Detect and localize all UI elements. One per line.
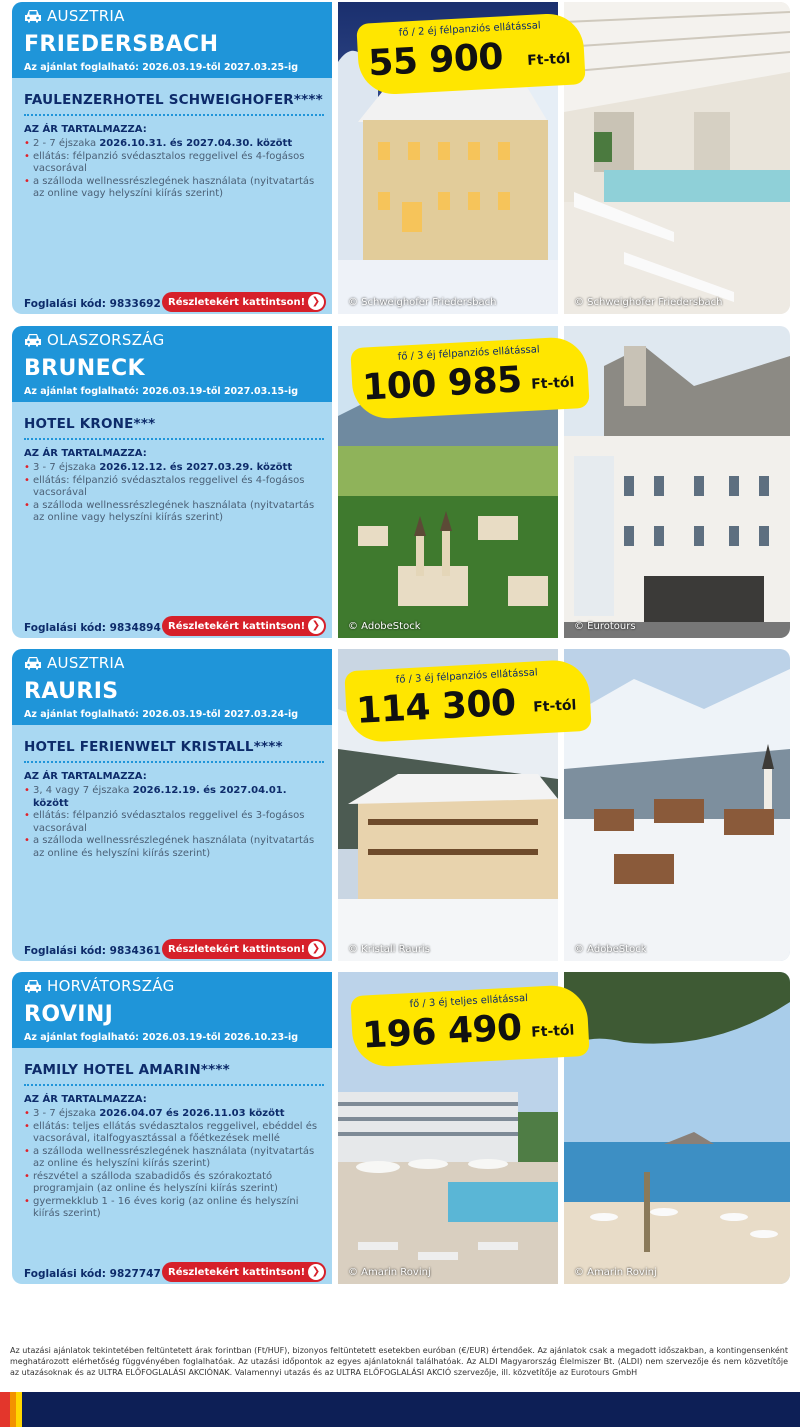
country-name: HORVÁTORSZÁG (47, 977, 175, 995)
price-label: fő / 3 éj teljes ellátással (409, 992, 529, 1011)
includes-heading: AZ ÁR TARTALMAZZA: (24, 124, 147, 135)
stay-length: 3 - 7 éjszaka (33, 462, 100, 473)
country-name: AUSZTRIA (47, 654, 125, 672)
price-label: fő / 3 éj félpanziós ellátással (397, 344, 540, 363)
includes-list (24, 1108, 324, 1221)
city-name: RAURIS (24, 679, 119, 704)
car-icon (24, 656, 42, 670)
car-icon (24, 979, 42, 993)
photo-credit: © Schweighofer Friedersbach (348, 297, 497, 308)
stay-length: 2 - 7 éjszaka (33, 138, 100, 149)
list-item: • a szálloda wellnessrészlegének használata (nyitvatartás az online vagy helyszíni kiírás szerint) (24, 176, 324, 201)
stay-dates: 2026.10.31. és 2027.04.30. között (99, 138, 293, 149)
photo-credit: © Amarin Rovinj (348, 1267, 431, 1278)
includes-heading: AZ ÁR TARTALMAZZA: (24, 1094, 147, 1105)
details-button-label: Részletekért kattintson! (168, 620, 306, 632)
offer-card-rovinj (12, 972, 790, 1284)
country-name: OLASZORSZÁG (47, 331, 165, 349)
offer-header (12, 326, 332, 402)
booking-code: Foglalási kód: 9834894 (24, 622, 161, 634)
price-unit: Ft-tól (530, 1022, 575, 1041)
list-item: • a szálloda wellnessrészlegének használata (nyitvatartás az online vagy helyszíni kiírás szerint) (24, 500, 324, 525)
photo-credit: © Eurotours (574, 621, 636, 632)
booking-period: Az ajánlat foglalható: 2026.03.19-től 2027.03.24-ig (24, 709, 299, 720)
arrow-right-icon: ❯ (308, 618, 324, 634)
village-photo (564, 649, 790, 961)
country-label (24, 974, 175, 998)
legal-disclaimer: Az utazási ajánlatok tekintetében feltüntetett árak forintban (Ft/HUF), bizonyos feltüntetett esetekben euróban (€/EUR) értendőek. Az ajánlatok csak a megadott időszakban, a kontingensenként meghatározott elérhetőség függvényében foglalhatóak. Az utazási időpontok az egyes ajánlatoknál találhatóak. Az ALDI Magyarország Élelmiszer Bt. (ALDI) nem szervezője és nem közvetítője az utazásoknak és az ULTRA ELŐFOGLALÁSI AKCIÓNAK. Valamennyi utazás és az ULTRA ELŐFOGLALÁSI AKCIÓ szervezője, ill. közvetítője az Eurotours GmbH (10, 1346, 788, 1377)
list-item: • gyermekklub 1 - 16 éves korig (az online és helyszíni kiírás szerint) (24, 1196, 324, 1221)
hotel-street-image (564, 326, 790, 638)
details-button-label: Részletekért kattintson! (168, 1266, 306, 1278)
divider (24, 114, 324, 116)
photo-credit: © Kristall Rauris (348, 944, 430, 955)
city-name: FRIEDERSBACH (24, 32, 219, 57)
price-value: 114 300 (355, 682, 517, 732)
photo-credit: © Amarin Rovinj (574, 1267, 657, 1278)
booking-code: Foglalási kód: 9834361 (24, 945, 161, 957)
offer-header (12, 972, 332, 1048)
hotel-photo-pool (564, 2, 790, 314)
divider (24, 438, 324, 440)
list-item: • a szálloda wellnessrészlegének használata (nyitvatartás az online és helyszíni kiírás szerint) (24, 835, 324, 860)
price-tag (350, 984, 589, 1068)
details-button-label: Részletekért kattintson! (168, 943, 306, 955)
price-unit: Ft-tól (530, 374, 575, 393)
price-label: fő / 3 éj félpanziós ellátással (395, 667, 538, 686)
hotel-photo (564, 326, 790, 638)
car-icon (24, 9, 42, 23)
photo-credit: © AdobeStock (574, 944, 647, 955)
beach-photo (564, 972, 790, 1284)
price-value: 100 985 (361, 359, 523, 409)
includes-list (24, 138, 324, 201)
list-item: • részvétel a szálloda szabadidős és szórakoztató programjain (az online és helyszíni kiírás szerint) (24, 1171, 324, 1196)
booking-period: Az ajánlat foglalható: 2026.03.19-től 2027.03.25-ig (24, 62, 299, 73)
hotel-name: FAULENZERHOTEL SCHWEIGHOFER**** (24, 92, 323, 108)
price-unit: Ft-tól (532, 697, 577, 716)
price-tag (356, 12, 585, 96)
list-item: • a szálloda wellnessrészlegének használata (nyitvatartás az online és helyszíni kiírás szerint) (24, 1146, 324, 1171)
includes-heading: AZ ÁR TARTALMAZZA: (24, 771, 147, 782)
price-unit: Ft-tól (526, 50, 571, 70)
arrow-right-icon: ❯ (308, 294, 324, 310)
list-item: • ellátás: félpanzió svédasztalos reggelivel és 3-fogásos vacsorával (24, 810, 324, 835)
price-label: fő / 2 éj félpanziós ellátással (398, 20, 541, 39)
list-item (24, 462, 324, 475)
price-tag (344, 659, 591, 744)
list-item: • ellátás: félpanzió svédasztalos reggelivel és 4-fogásos vacsorával (24, 151, 324, 176)
arrow-right-icon: ❯ (308, 941, 324, 957)
booking-code: Foglalási kód: 9827747 (24, 1268, 161, 1280)
offer-info-panel (12, 326, 332, 638)
includes-list (24, 785, 324, 860)
list-item: • ellátás: félpanzió svédasztalos reggelivel és 4-fogásos vacsorával (24, 475, 324, 500)
offer-info-panel (12, 2, 332, 314)
divider (24, 761, 324, 763)
arrow-right-icon: ❯ (308, 1264, 324, 1280)
hotel-name: HOTEL KRONE*** (24, 416, 156, 432)
list-item (24, 138, 324, 151)
price-tag (350, 336, 589, 420)
details-button[interactable] (162, 1262, 326, 1282)
stay-length: 3, 4 vagy 7 éjszaka (33, 785, 133, 796)
details-button[interactable] (162, 939, 326, 959)
divider (24, 1084, 324, 1086)
footer-bar (0, 1392, 800, 1427)
details-button[interactable] (162, 616, 326, 636)
list-item (24, 1108, 324, 1121)
price-value: 196 490 (361, 1007, 523, 1057)
footer-stripe-red (0, 1392, 10, 1427)
country-label (24, 4, 125, 28)
stay-dates: 2026.12.12. és 2027.03.29. között (99, 462, 293, 473)
hotel-name: FAMILY HOTEL AMARIN**** (24, 1062, 230, 1078)
photo-credit: © AdobeStock (348, 621, 421, 632)
details-button[interactable] (162, 292, 326, 312)
stay-dates: 2026.12.19. és 2027.04.01. között (33, 785, 287, 809)
stay-dates: 2026.04.07 és 2026.11.03 között (99, 1108, 285, 1119)
booking-period: Az ajánlat foglalható: 2026.03.19-től 2027.03.15-ig (24, 386, 299, 397)
list-item: • ellátás: teljes ellátás svédasztalos reggelivel, ebéddel és vacsorával, italfogyasztással a főétkezések mellé (24, 1121, 324, 1146)
list-item (24, 785, 324, 810)
offer-header (12, 649, 332, 725)
indoor-pool-image (564, 2, 790, 314)
offer-info-panel (12, 972, 332, 1284)
booking-code: Foglalási kód: 9833692 (24, 298, 161, 310)
offer-header (12, 2, 332, 78)
city-name: ROVINJ (24, 1002, 114, 1027)
offer-card-bruneck (12, 326, 790, 638)
details-button-label: Részletekért kattintson! (168, 296, 306, 308)
footer-stripe-yellow (16, 1392, 22, 1427)
country-label (24, 328, 165, 352)
offer-card-rauris (12, 649, 790, 961)
includes-list (24, 462, 324, 525)
car-icon (24, 333, 42, 347)
offer-card-friedersbach (12, 2, 790, 314)
booking-period: Az ajánlat foglalható: 2026.03.19-től 2026.10.23-ig (24, 1032, 299, 1043)
stay-length: 3 - 7 éjszaka (33, 1108, 100, 1119)
hotel-name: HOTEL FERIENWELT KRISTALL**** (24, 739, 283, 755)
country-name: AUSZTRIA (47, 7, 125, 25)
offer-info-panel (12, 649, 332, 961)
photo-credit: © Schweighofer Friedersbach (574, 297, 723, 308)
city-name: BRUNECK (24, 356, 146, 381)
beach-town-image (564, 972, 790, 1284)
includes-heading: AZ ÁR TARTALMAZZA: (24, 448, 147, 459)
price-value: 55 900 (367, 36, 505, 85)
country-label (24, 651, 125, 675)
snowy-village-image (564, 649, 790, 961)
